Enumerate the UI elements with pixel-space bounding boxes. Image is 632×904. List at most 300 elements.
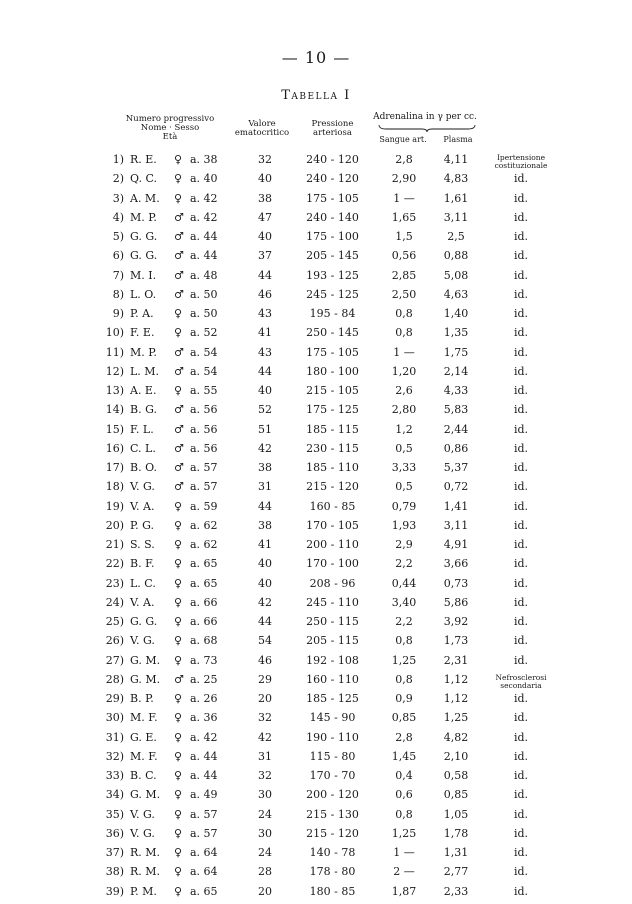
adrenaline-plasma: 4,11: [443, 153, 469, 166]
hematocrit-value: 52: [258, 403, 272, 417]
adrenaline-blood: 3,33: [391, 461, 417, 474]
sex-symbol: ♀: [174, 634, 183, 648]
initials: B. F.: [130, 557, 155, 571]
adrenaline-plasma: 1,25: [443, 711, 469, 725]
hematocrit-value: 43: [258, 307, 272, 320]
row-number: 27): [105, 653, 124, 667]
sex-symbol: ♀: [174, 884, 183, 898]
row-number: 12): [105, 364, 124, 378]
adrenaline-blood: 0,56: [391, 249, 417, 263]
age: a. 36: [190, 711, 218, 725]
initials: G. G.: [130, 230, 158, 243]
sex-symbol: ♀: [174, 749, 183, 763]
header-eta-label: Età: [162, 132, 178, 142]
adrenaline-plasma: 1,40: [443, 307, 469, 320]
blood-pressure: 208 - 96: [309, 576, 356, 590]
diagnosis-note-line: costituzionale: [494, 161, 548, 170]
sex-symbol: ♀: [174, 730, 183, 744]
blood-pressure: 185 - 110: [306, 461, 359, 474]
adrenaline-blood: 2,90: [391, 172, 417, 186]
age: a. 57: [190, 826, 218, 840]
age: a. 65: [190, 884, 218, 898]
adrenaline-plasma: 1,12: [443, 672, 469, 686]
adrenaline-blood: 1,25: [391, 653, 417, 667]
adrenaline-blood: 0,5: [395, 441, 413, 455]
sex-symbol: ♀: [174, 653, 183, 667]
initials: A. E.: [130, 384, 157, 397]
adrenaline-blood: 0,5: [395, 480, 413, 494]
table-row: [0, 519, 632, 538]
row-number: 15): [105, 422, 124, 436]
initials: G. G.: [130, 249, 158, 263]
diagnosis-note: id.: [513, 191, 529, 205]
hematocrit-value: 40: [258, 557, 272, 571]
table-row: [0, 192, 632, 211]
sex-symbol: ♂: [174, 441, 184, 455]
blood-pressure: 200 - 120: [306, 788, 359, 802]
initials: G. E.: [130, 730, 157, 744]
adrenaline-blood: 2,80: [391, 403, 417, 417]
table-row: [0, 557, 632, 576]
adrenaline-plasma: 5,83: [443, 403, 469, 417]
hematocrit-value: 51: [258, 422, 272, 436]
blood-pressure: 140 - 78: [309, 846, 356, 859]
adrenaline-plasma: 5,86: [443, 595, 469, 609]
row-number: 19): [105, 499, 124, 513]
table-row: [0, 769, 632, 788]
initials: B. G.: [130, 403, 157, 417]
adrenaline-plasma: 2,10: [443, 749, 469, 763]
sex-symbol: ♂: [174, 230, 184, 243]
adrenaline-blood: 0,85: [391, 711, 417, 725]
blood-pressure: 178 - 80: [309, 865, 356, 879]
adrenaline-blood: 2,2: [395, 557, 413, 571]
header-numero: [110, 115, 230, 142]
diagnosis-note: id.: [513, 326, 529, 340]
blood-pressure: 200 - 110: [306, 538, 359, 551]
initials: B. O.: [130, 461, 157, 474]
age: a. 42: [190, 730, 218, 744]
age: a. 66: [190, 615, 218, 628]
initials: R. M.: [130, 846, 161, 859]
table-row: [0, 403, 632, 422]
adrenaline-plasma: 0,86: [443, 441, 469, 455]
row-number: 2): [112, 172, 124, 186]
diagnosis-note: id.: [513, 364, 529, 378]
adrenaline-plasma: 3,66: [443, 557, 469, 571]
hematocrit-value: 41: [258, 326, 272, 340]
blood-pressure: 185 - 115: [306, 422, 359, 436]
adrenaline-blood: 1,5: [395, 230, 413, 243]
hematocrit-value: 30: [258, 826, 272, 840]
hematocrit-value: 40: [258, 172, 272, 186]
adrenaline-blood: 2,50: [391, 287, 417, 301]
table-row: [0, 461, 632, 480]
sex-symbol: ♀: [174, 384, 183, 397]
adrenaline-blood: 0,79: [391, 499, 417, 513]
age: a. 42: [190, 210, 218, 224]
blood-pressure: 180 - 85: [309, 884, 356, 898]
table-row: [0, 827, 632, 846]
adrenaline-plasma: 2,77: [443, 865, 469, 879]
table-row: [0, 288, 632, 307]
table-row: [0, 750, 632, 769]
table-row: [0, 596, 632, 615]
hematocrit-value: 38: [258, 518, 272, 532]
diagnosis-note: id.: [513, 249, 529, 263]
adrenaline-plasma: 0,88: [443, 249, 469, 263]
hematocrit-value: 31: [258, 749, 272, 763]
sex-symbol: ♂: [174, 249, 184, 263]
diagnosis-note: id.: [513, 711, 529, 725]
header-nome-sesso-label: Nome · Sesso: [140, 123, 200, 133]
row-number: 17): [105, 461, 124, 474]
initials: V. A.: [130, 499, 155, 513]
blood-pressure: 195 - 84: [309, 307, 356, 320]
blood-pressure: 145 - 90: [309, 711, 356, 725]
row-number: 3): [112, 191, 124, 205]
blood-pressure: 175 - 105: [306, 345, 359, 359]
adrenaline-blood: 1,25: [391, 826, 417, 840]
hematocrit-value: 24: [258, 846, 272, 859]
adrenaline-plasma: 0,72: [443, 480, 469, 494]
sex-symbol: ♀: [174, 788, 183, 802]
table-row: [0, 538, 632, 557]
hematocrit-value: 42: [258, 595, 272, 609]
initials: F. E.: [130, 326, 155, 340]
sex-symbol: ♀: [174, 499, 183, 513]
adrenaline-blood: 2,6: [395, 384, 413, 397]
diagnosis-note: id.: [513, 576, 529, 590]
age: a. 65: [190, 576, 218, 590]
initials: M. P.: [130, 210, 157, 224]
diagnosis-note-line: Ipertensione: [496, 153, 546, 162]
blood-pressure: 115 - 80: [309, 749, 356, 763]
row-number: 26): [105, 634, 124, 648]
blood-pressure: 175 - 105: [306, 191, 359, 205]
hematocrit-value: 40: [258, 384, 272, 397]
adrenaline-plasma: 4,91: [443, 538, 469, 551]
header-numero-label: Numero progressivo: [125, 114, 215, 124]
blood-pressure: 170 - 105: [306, 518, 359, 532]
hematocrit-value: 44: [258, 615, 272, 628]
table-row: [0, 731, 632, 750]
blood-pressure: 175 - 100: [306, 230, 359, 243]
diagnosis-note: id.: [513, 307, 529, 320]
header-brace: [378, 124, 476, 133]
sex-symbol: ♀: [174, 518, 183, 532]
sex-symbol: ♀: [174, 711, 183, 725]
sex-symbol: ♀: [174, 769, 183, 782]
diagnosis-note: id.: [513, 846, 529, 859]
row-number: 6): [112, 249, 124, 263]
adrenaline-blood: 1,45: [391, 749, 417, 763]
adrenaline-plasma: 3,92: [443, 615, 469, 628]
row-number: 5): [112, 230, 124, 243]
age: a. 57: [190, 480, 218, 494]
diagnosis-note: [478, 674, 564, 690]
adrenaline-plasma: 4,82: [443, 730, 469, 744]
table-row: [0, 885, 632, 904]
blood-pressure: 205 - 115: [306, 634, 359, 648]
diagnosis-note: id.: [513, 538, 529, 551]
row-number: 31): [105, 730, 124, 744]
age: a. 59: [190, 499, 218, 513]
blood-pressure: 215 - 130: [306, 807, 359, 821]
adrenaline-plasma: 0,85: [443, 788, 469, 802]
diagnosis-note: id.: [513, 557, 529, 571]
header-plasma: Plasma: [443, 135, 473, 144]
age: a. 56: [190, 403, 218, 417]
initials: B. C.: [130, 769, 157, 782]
adrenaline-plasma: 1,75: [443, 345, 469, 359]
age: a. 62: [190, 518, 218, 532]
table-row: [0, 153, 632, 172]
blood-pressure: 192 - 108: [306, 653, 359, 667]
adrenaline-blood: 0,6: [395, 788, 413, 802]
table-row: [0, 480, 632, 499]
blood-pressure: 215 - 120: [306, 480, 359, 494]
hematocrit-value: 37: [258, 249, 272, 263]
adrenaline-blood: 1,2: [395, 422, 413, 436]
sex-symbol: ♀: [174, 865, 183, 879]
age: a. 48: [190, 268, 218, 282]
sex-symbol: ♀: [174, 172, 183, 186]
diagnosis-note-line: Nefrosclerosi: [495, 672, 547, 682]
table-row: [0, 423, 632, 442]
hematocrit-value: 41: [258, 538, 272, 551]
blood-pressure: 245 - 125: [306, 287, 359, 301]
initials: P. A.: [130, 307, 154, 320]
blood-pressure: 205 - 145: [306, 249, 359, 263]
diagnosis-note: [478, 154, 564, 170]
initials: V. G.: [130, 480, 155, 494]
initials: G. G.: [130, 615, 158, 628]
initials: R. M.: [130, 865, 161, 879]
blood-pressure: 160 - 85: [309, 499, 356, 513]
initials: R. E.: [130, 153, 157, 166]
hematocrit-value: 42: [258, 730, 272, 744]
row-number: 32): [105, 749, 124, 763]
adrenaline-plasma: 1,35: [443, 326, 469, 340]
diagnosis-note: id.: [513, 807, 529, 821]
adrenaline-blood: 0,9: [395, 692, 413, 705]
header-valore-label: Valore: [248, 119, 276, 129]
adrenaline-blood: 2,2: [395, 615, 413, 628]
diagnosis-note: id.: [513, 422, 529, 436]
diagnosis-note: id.: [513, 287, 529, 301]
row-number: 20): [105, 518, 124, 532]
table-title: Tabella I: [281, 88, 351, 103]
hematocrit-value: 38: [258, 461, 272, 474]
diagnosis-note: id.: [513, 230, 529, 243]
age: a. 44: [190, 749, 218, 763]
row-number: 24): [105, 595, 124, 609]
row-number: 13): [105, 384, 124, 397]
age: a. 68: [190, 634, 218, 648]
hematocrit-value: 47: [258, 210, 272, 224]
initials: Q. C.: [130, 172, 157, 186]
diagnosis-note: id.: [513, 730, 529, 744]
page-number: — 10 —: [281, 48, 351, 67]
blood-pressure: 215 - 105: [306, 384, 359, 397]
age: a. 38: [190, 153, 218, 166]
row-number: 23): [105, 576, 124, 590]
age: a. 42: [190, 191, 218, 205]
row-number: 30): [105, 711, 124, 725]
adrenaline-blood: 0,44: [391, 576, 417, 590]
blood-pressure: 170 - 100: [306, 557, 359, 571]
diagnosis-note: id.: [513, 499, 529, 513]
table-row: [0, 788, 632, 807]
row-number: 18): [105, 480, 124, 494]
diagnosis-note: id.: [513, 210, 529, 224]
sex-symbol: ♀: [174, 191, 183, 205]
table-row: [0, 211, 632, 230]
age: a. 44: [190, 769, 218, 782]
header-pressione: [295, 120, 370, 138]
hematocrit-value: 32: [258, 769, 272, 782]
sex-symbol: ♂: [174, 268, 184, 282]
adrenaline-plasma: 0,58: [443, 769, 469, 782]
initials: L. C.: [130, 576, 156, 590]
diagnosis-note: id.: [513, 615, 529, 628]
initials: L. O.: [130, 287, 157, 301]
diagnosis-note: id.: [513, 653, 529, 667]
row-number: 7): [112, 268, 124, 282]
adrenaline-blood: 1,87: [391, 884, 417, 898]
table-row: [0, 384, 632, 403]
table-row: [0, 269, 632, 288]
diagnosis-note-line: secondaria: [500, 680, 542, 690]
age: a. 57: [190, 461, 218, 474]
row-number: 11): [105, 345, 124, 359]
diagnosis-note: id.: [513, 345, 529, 359]
initials: C. L.: [130, 441, 156, 455]
header-ematocritico-label: ematocritico: [234, 128, 290, 138]
adrenaline-plasma: 5,37: [443, 461, 469, 474]
initials: F. L.: [130, 422, 154, 436]
blood-pressure: 240 - 120: [306, 172, 359, 186]
table-row: [0, 326, 632, 345]
sex-symbol: ♀: [174, 307, 183, 320]
age: a. 44: [190, 230, 218, 243]
adrenaline-plasma: 2,33: [443, 884, 469, 898]
blood-pressure: 230 - 115: [306, 441, 359, 455]
hematocrit-value: 20: [258, 884, 272, 898]
sex-symbol: ♂: [174, 345, 184, 359]
adrenaline-blood: 2,9: [395, 538, 413, 551]
table-row: [0, 673, 632, 692]
diagnosis-note: id.: [513, 595, 529, 609]
diagnosis-note: id.: [513, 865, 529, 879]
diagnosis-note: id.: [513, 884, 529, 898]
row-number: 8): [112, 287, 124, 301]
adrenaline-plasma: 3,11: [443, 210, 469, 224]
table-row: [0, 808, 632, 827]
adrenaline-blood: 0,8: [395, 634, 413, 648]
header-adrenalina: Adrenalina in γ per cc.: [373, 112, 477, 122]
initials: M. P.: [130, 345, 157, 359]
hematocrit-value: 38: [258, 191, 272, 205]
adrenaline-plasma: 4,33: [443, 384, 469, 397]
header-sangue: Sangue art.: [379, 135, 427, 144]
hematocrit-value: 43: [258, 345, 272, 359]
initials: M. I.: [130, 268, 157, 282]
blood-pressure: 160 - 110: [306, 672, 359, 686]
initials: A. M.: [130, 191, 160, 205]
blood-pressure: 180 - 100: [306, 364, 359, 378]
blood-pressure: 190 - 110: [306, 730, 359, 744]
sex-symbol: ♂: [174, 287, 184, 301]
adrenaline-plasma: 2,31: [443, 653, 469, 667]
table-row: [0, 654, 632, 673]
diagnosis-note: id.: [513, 518, 529, 532]
hematocrit-value: 32: [258, 153, 272, 166]
hematocrit-value: 29: [258, 672, 272, 686]
sex-symbol: ♀: [174, 153, 183, 166]
hematocrit-value: 32: [258, 711, 272, 725]
sex-symbol: ♀: [174, 576, 183, 590]
diagnosis-note: id.: [513, 634, 529, 648]
blood-pressure: 250 - 145: [306, 326, 359, 340]
adrenaline-blood: 1,20: [391, 364, 417, 378]
initials: L. M.: [130, 364, 160, 378]
diagnosis-note: id.: [513, 461, 529, 474]
age: a. 56: [190, 422, 218, 436]
adrenaline-plasma: 4,83: [443, 172, 469, 186]
age: a. 73: [190, 653, 218, 667]
age: a. 52: [190, 326, 218, 340]
adrenaline-plasma: 0,73: [443, 576, 469, 590]
age: a. 64: [190, 865, 218, 879]
row-number: 22): [105, 557, 124, 571]
adrenaline-plasma: 1,61: [443, 191, 469, 205]
sex-symbol: ♀: [174, 692, 183, 705]
adrenaline-blood: 2,8: [395, 153, 413, 166]
hematocrit-value: 44: [258, 364, 272, 378]
table-row: [0, 442, 632, 461]
adrenaline-plasma: 1,05: [443, 807, 469, 821]
row-number: 9): [112, 307, 124, 320]
adrenaline-plasma: 2,14: [443, 364, 469, 378]
age: a. 55: [190, 384, 218, 397]
adrenaline-plasma: 2,44: [443, 422, 469, 436]
diagnosis-note: id.: [513, 480, 529, 494]
adrenaline-plasma: 1,12: [443, 692, 469, 705]
blood-pressure: 175 - 125: [306, 403, 359, 417]
age: a. 65: [190, 557, 218, 571]
adrenaline-blood: 0,8: [395, 672, 413, 686]
age: a. 40: [190, 172, 218, 186]
table-row: [0, 577, 632, 596]
adrenaline-blood: 0,8: [395, 307, 413, 320]
diagnosis-note: id.: [513, 826, 529, 840]
adrenaline-blood: 3,40: [391, 595, 417, 609]
adrenaline-blood: 2,85: [391, 268, 417, 282]
age: a. 66: [190, 595, 218, 609]
age: a. 44: [190, 249, 218, 263]
hematocrit-value: 54: [258, 634, 272, 648]
adrenaline-plasma: 4,63: [443, 287, 469, 301]
adrenaline-blood: 1,93: [391, 518, 417, 532]
sex-symbol: ♀: [174, 557, 183, 571]
initials: P. G.: [130, 518, 155, 532]
sex-symbol: ♀: [174, 846, 183, 859]
hematocrit-value: 28: [258, 865, 272, 879]
blood-pressure: 240 - 140: [306, 210, 359, 224]
diagnosis-note: id.: [513, 692, 529, 705]
